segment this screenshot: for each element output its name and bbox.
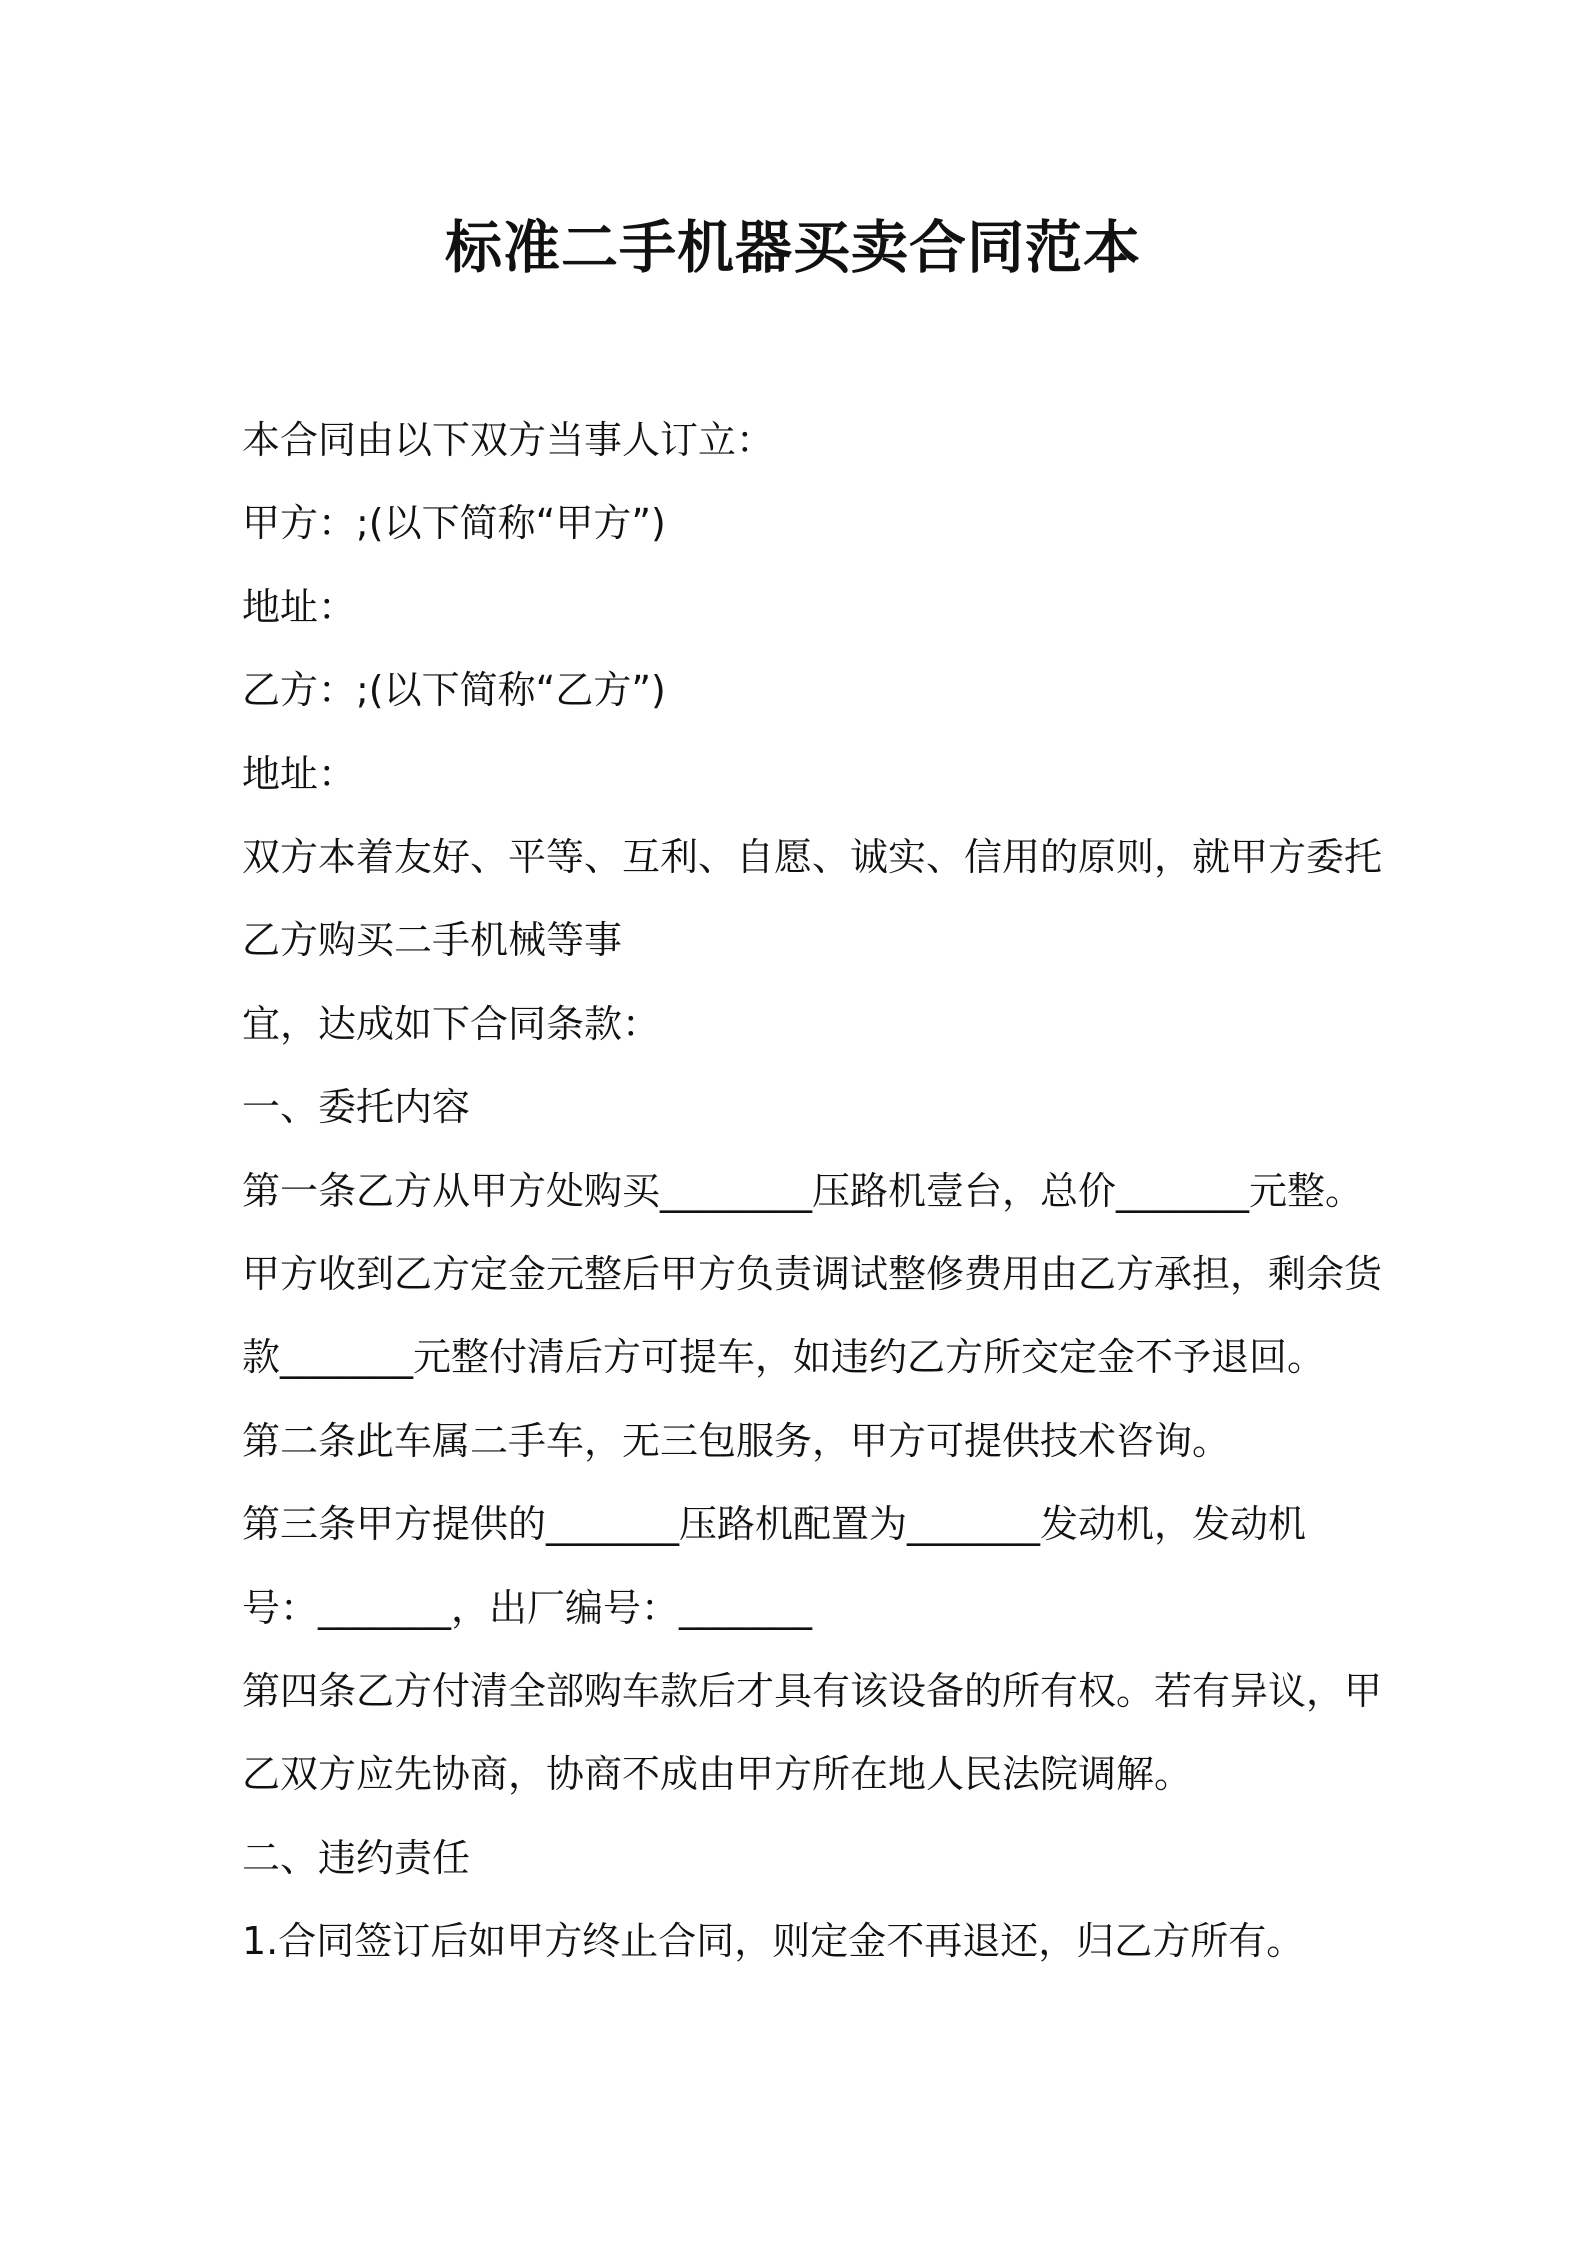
party-a-line: 甲方：;(以下简称“甲方”) [242,501,666,545]
clause-three-line-cont: 号：_______，出厂编号：_______ [242,1586,813,1630]
clause-one-line-cont: 甲方收到乙方定金元整后甲方负责调试整修费用由乙方承担，剩余货 [242,1252,1383,1296]
clause-four-line-cont: 乙双方应先协商，协商不成由甲方所在地人民法院调解。 [242,1752,1193,1796]
clause-three-line: 第三条甲方提供的_______压路机配置为_______发动机，发动机 [242,1502,1307,1546]
clause-one-line: 第一条乙方从甲方处购买________压路机壹台，总价_______元整。 [242,1169,1364,1213]
clause-two-line: 第二条此车属二手车，无三包服务，甲方可提供技术咨询。 [242,1419,1231,1463]
preamble-line: 本合同由以下双方当事人订立： [242,418,775,462]
section-heading-delegation: 一、委托内容 [242,1085,471,1129]
liability-item-1: 1.合同签订后如甲方终止合同，则定金不再退还，归乙方所有。 [242,1919,1305,1963]
party-b-address-line: 地址： [242,752,357,796]
principle-line: 双方本着友好、平等、互利、自愿、诚实、信用的原则，就甲方委托 [242,835,1383,879]
clause-one-line-end: 款_______元整付清后方可提车，如违约乙方所交定金不予退回。 [242,1335,1326,1379]
principle-line-cont: 乙方购买二手机械等事 [242,918,623,962]
document-title: 标准二手机器买卖合同范本 [445,215,1141,281]
principle-line-end: 宜，达成如下合同条款： [242,1002,661,1046]
clause-four-line: 第四条乙方付清全部购车款后才具有该设备的所有权。若有异议，甲 [242,1669,1383,1713]
section-heading-liability: 二、违约责任 [242,1836,471,1880]
party-b-line: 乙方：;(以下简称“乙方”) [242,668,666,712]
party-a-address-line: 地址： [242,585,357,629]
